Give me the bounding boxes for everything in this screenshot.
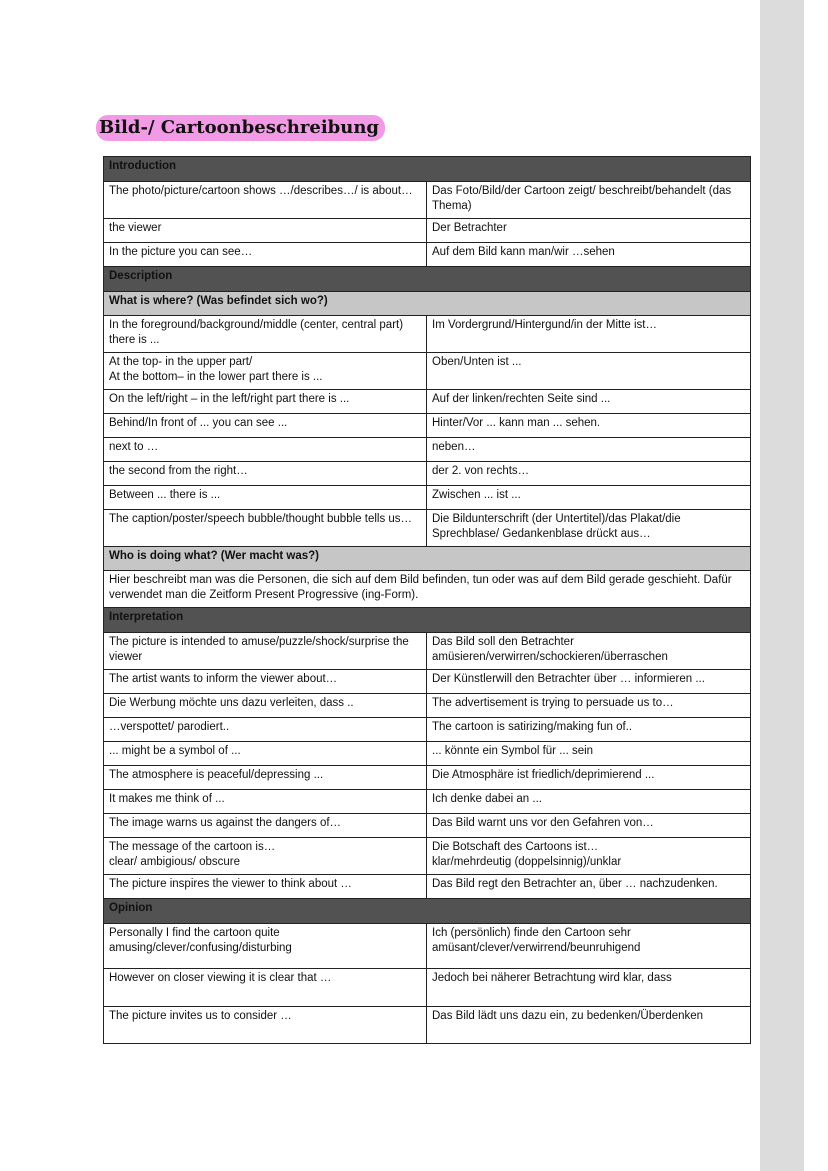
german-phrase — [427, 838, 751, 875]
english-phrase: Between ... there is ... — [104, 486, 427, 510]
english-phrase: The atmosphere is peaceful/depressing ... — [104, 766, 427, 790]
english-phrase: …verspottet/ parodiert.. — [104, 718, 427, 742]
german-phrase: Das Foto/Bild/der Cartoon zeigt/ beschreibt/behandelt (das Thema) — [427, 182, 751, 219]
table-row — [104, 510, 751, 547]
table-row — [104, 766, 751, 790]
english-phrase: The image warns us against the dangers of… — [104, 814, 427, 838]
table-row — [104, 414, 751, 438]
table-row — [104, 742, 751, 766]
section-header-interpretation — [104, 608, 751, 633]
english-phrase: In the picture you can see… — [104, 243, 427, 267]
phrase-line: clear/ ambigious/ obscure — [109, 856, 241, 868]
table-row — [104, 875, 751, 899]
phrase-line: Die Botschaft des Cartoons ist… — [432, 841, 599, 853]
phrase-line: The message of the cartoon is… — [109, 841, 276, 853]
section-header-opinion — [104, 899, 751, 924]
german-phrase: Oben/Unten ist ... — [427, 353, 751, 390]
german-phrase: der 2. von rechts… — [427, 462, 751, 486]
english-phrase: The caption/poster/speech bubble/thought bubble tells us… — [104, 510, 427, 547]
english-phrase: It makes me think of ... — [104, 790, 427, 814]
english-phrase: On the left/right – in the left/right part there is ... — [104, 390, 427, 414]
german-phrase: Die Bildunterschrift (der Untertitel)/das Plakat/die Sprechblase/ Gedankenblase drückt aus… — [427, 510, 751, 547]
german-phrase — [427, 633, 751, 670]
table-row — [104, 390, 751, 414]
table-row — [104, 969, 751, 1007]
phrase-table — [103, 156, 751, 1044]
table-row — [104, 316, 751, 353]
english-phrase: In the foreground/background/middle (center, central part) there is ... — [104, 316, 427, 353]
table-row — [104, 838, 751, 875]
table-row — [104, 438, 751, 462]
german-phrase: Das Bild lädt uns dazu ein, zu bedenken/Überdenken — [427, 1007, 751, 1044]
phrase-line: At the bottom– in the lower part there is ... — [109, 371, 323, 383]
page-margin-strip — [760, 0, 804, 1171]
phrase-line: At the top- in the upper part/ — [109, 356, 253, 368]
table-row — [104, 814, 751, 838]
german-phrase: Das Bild regt den Betrachter an, über … nachzudenken. — [427, 875, 751, 899]
english-phrase: the second from the right… — [104, 462, 427, 486]
english-phrase: The picture inspires the viewer to think about … — [104, 875, 427, 899]
table-row — [104, 790, 751, 814]
table-row — [104, 486, 751, 510]
german-phrase: Im Vordergrund/Hintergund/in der Mitte ist… — [427, 316, 751, 353]
table-row — [104, 633, 751, 670]
english-phrase: Behind/In front of ... you can see ... — [104, 414, 427, 438]
german-phrase: neben… — [427, 438, 751, 462]
phrase-line: amüsant/clever/verwirrend/beunruhigend — [432, 942, 641, 954]
subsection-heading: What is where? (Was befindet sich wo?) — [104, 292, 751, 316]
phrase-line: Das Bild soll den Betrachter — [432, 636, 574, 648]
english-phrase — [104, 353, 427, 390]
german-phrase: Ich denke dabei an ... — [427, 790, 751, 814]
english-phrase: the viewer — [104, 219, 427, 243]
german-phrase: Auf dem Bild kann man/wir …sehen — [427, 243, 751, 267]
german-phrase: Der Betrachter — [427, 219, 751, 243]
subsection-header-where — [104, 292, 751, 316]
table-row — [104, 182, 751, 219]
document-title: Bild-/ Cartoonbeschreibung — [96, 115, 385, 141]
german-phrase: Der Künstlerwill den Betrachter über … informieren ... — [427, 670, 751, 694]
table-row — [104, 243, 751, 267]
german-phrase: Das Bild warnt uns vor den Gefahren von… — [427, 814, 751, 838]
english-phrase — [104, 838, 427, 875]
english-phrase: next to … — [104, 438, 427, 462]
table-row — [104, 571, 751, 608]
section-header-description — [104, 267, 751, 292]
explanation-text: Hier beschreibt man was die Personen, die sich auf dem Bild befinden, tun oder was auf dem Bild gerade geschieht. Dafür verwendet man die Zeitform Present Progressive (ing-Form). — [104, 571, 751, 608]
english-phrase — [104, 924, 427, 969]
section-heading: Interpretation — [104, 608, 751, 633]
phrase-line: amüsieren/verwirren/schockieren/überraschen — [432, 651, 668, 663]
section-heading: Introduction — [104, 157, 751, 182]
phrase-line: Personally I find the cartoon quite — [109, 927, 280, 939]
table-row — [104, 1007, 751, 1044]
english-phrase: ... might be a symbol of ... — [104, 742, 427, 766]
english-phrase: However on closer viewing it is clear that … — [104, 969, 427, 1007]
german-phrase: Hinter/Vor ... kann man ... sehen. — [427, 414, 751, 438]
section-header-introduction — [104, 157, 751, 182]
subsection-header-who — [104, 547, 751, 571]
english-phrase: Die Werbung möchte uns dazu verleiten, dass .. — [104, 694, 427, 718]
phrase-line: amusing/clever/confusing/disturbing — [109, 942, 292, 954]
section-heading: Opinion — [104, 899, 751, 924]
german-phrase: Die Atmosphäre ist friedlich/deprimierend ... — [427, 766, 751, 790]
german-phrase: Jedoch bei näherer Betrachtung wird klar, dass — [427, 969, 751, 1007]
table-row — [104, 670, 751, 694]
english-phrase: The photo/picture/cartoon shows …/describes…/ is about… — [104, 182, 427, 219]
english-phrase: The picture invites us to consider … — [104, 1007, 427, 1044]
english-phrase: The artist wants to inform the viewer about… — [104, 670, 427, 694]
table-row — [104, 694, 751, 718]
table-row — [104, 353, 751, 390]
table-row — [104, 462, 751, 486]
phrase-line: Ich (persönlich) finde den Cartoon sehr — [432, 927, 631, 939]
table-row — [104, 219, 751, 243]
german-phrase: The cartoon is satirizing/making fun of.. — [427, 718, 751, 742]
table-row — [104, 718, 751, 742]
german-phrase: Auf der linken/rechten Seite sind ... — [427, 390, 751, 414]
section-heading: Description — [104, 267, 751, 292]
german-phrase: The advertisement is trying to persuade us to… — [427, 694, 751, 718]
german-phrase: Zwischen ... ist ... — [427, 486, 751, 510]
subsection-heading: Who is doing what? (Wer macht was?) — [104, 547, 751, 571]
phrase-line: klar/mehrdeutig (doppelsinnig)/unklar — [432, 856, 622, 868]
table-row — [104, 924, 751, 969]
german-phrase: ... könnte ein Symbol für ... sein — [427, 742, 751, 766]
english-phrase: The picture is intended to amuse/puzzle/shock/surprise the viewer — [104, 633, 427, 670]
german-phrase — [427, 924, 751, 969]
